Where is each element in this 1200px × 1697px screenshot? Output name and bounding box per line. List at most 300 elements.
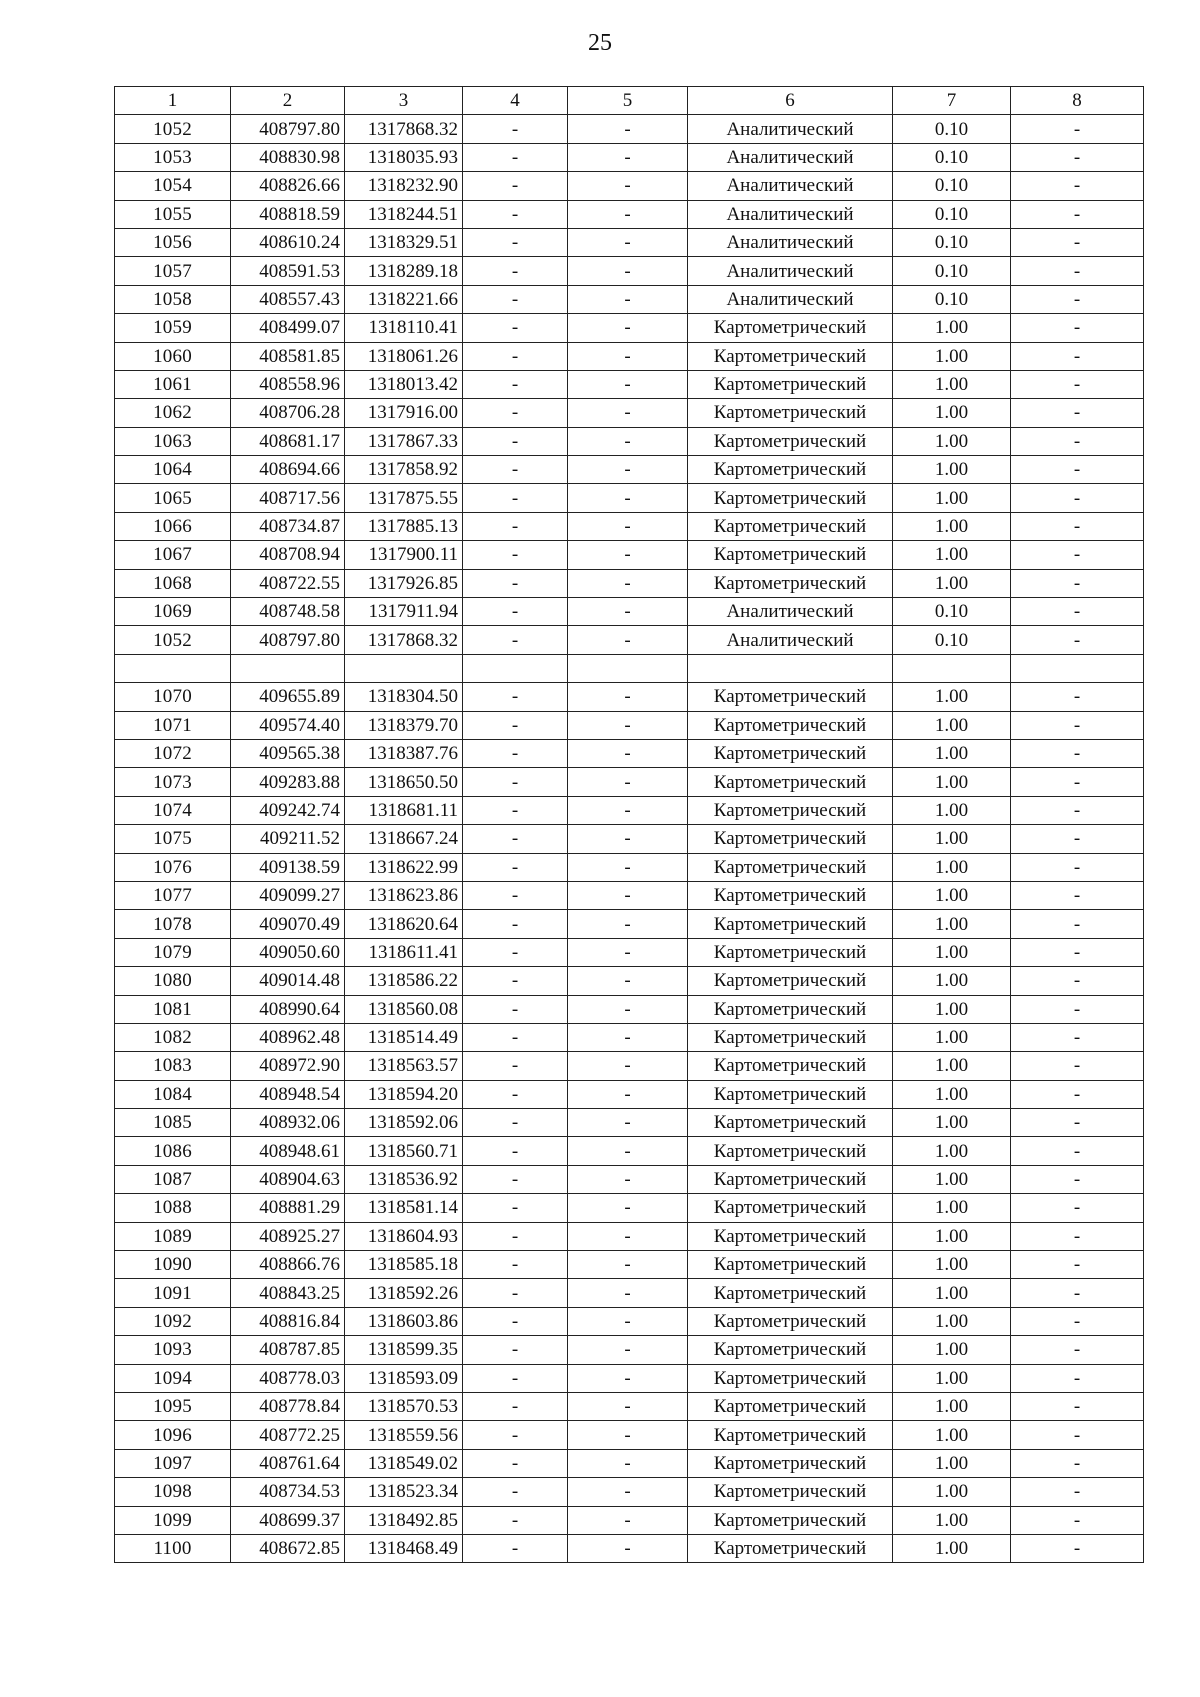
- table-cell: -: [1011, 484, 1144, 512]
- table-row: [115, 1478, 1144, 1506]
- table-cell: 1073: [115, 768, 231, 796]
- table-cell: 1.00: [893, 1194, 1011, 1222]
- table-cell: Картометрический: [688, 399, 893, 427]
- table-cell: 1.00: [893, 427, 1011, 455]
- table-cell: -: [1011, 1307, 1144, 1335]
- table-cell: [231, 654, 345, 682]
- table-cell: -: [463, 1279, 568, 1307]
- table-row: [115, 484, 1144, 512]
- table-row: [115, 1165, 1144, 1193]
- table-cell: 1317858.92: [345, 456, 463, 484]
- table-cell: 1.00: [893, 1222, 1011, 1250]
- table-row: [115, 1307, 1144, 1335]
- coordinates-table: [114, 86, 1144, 1563]
- table-cell: Аналитический: [688, 200, 893, 228]
- table-cell: 408881.29: [231, 1194, 345, 1222]
- table-cell: Картометрический: [688, 1449, 893, 1477]
- table-cell: 408932.06: [231, 1109, 345, 1137]
- table-cell: 1.00: [893, 1506, 1011, 1534]
- table-cell: Аналитический: [688, 143, 893, 171]
- table-cell: Картометрический: [688, 1052, 893, 1080]
- table-cell: 1318536.92: [345, 1165, 463, 1193]
- table-cell: 408778.03: [231, 1364, 345, 1392]
- table-cell: 1.00: [893, 853, 1011, 881]
- table-cell: 1.00: [893, 825, 1011, 853]
- table-row: [115, 1052, 1144, 1080]
- table-row: [115, 370, 1144, 398]
- table-cell: 408843.25: [231, 1279, 345, 1307]
- table-cell: -: [463, 938, 568, 966]
- table-cell: -: [568, 1137, 688, 1165]
- table-cell: 1318603.86: [345, 1307, 463, 1335]
- table-cell: -: [568, 342, 688, 370]
- table-cell: -: [463, 285, 568, 313]
- table-cell: -: [568, 143, 688, 171]
- table-cell: 408972.90: [231, 1052, 345, 1080]
- table-cell: 1318604.93: [345, 1222, 463, 1250]
- table-cell: 408816.84: [231, 1307, 345, 1335]
- table-cell: 1317875.55: [345, 484, 463, 512]
- table-cell: -: [1011, 370, 1144, 398]
- table-cell: 1096: [115, 1421, 231, 1449]
- table-cell: 1090: [115, 1251, 231, 1279]
- table-cell: -: [1011, 427, 1144, 455]
- table-cell: 1.00: [893, 881, 1011, 909]
- table-cell: 1318681.11: [345, 796, 463, 824]
- table-row: [115, 1506, 1144, 1534]
- table-cell: Аналитический: [688, 285, 893, 313]
- table-cell: 1.00: [893, 1364, 1011, 1392]
- table-cell: 1100: [115, 1534, 231, 1562]
- table-cell: 1318061.26: [345, 342, 463, 370]
- table-cell: -: [1011, 1222, 1144, 1250]
- table-cell: 1078: [115, 910, 231, 938]
- table-cell: -: [1011, 1251, 1144, 1279]
- table-cell: 1318549.02: [345, 1449, 463, 1477]
- table-row: [115, 995, 1144, 1023]
- table-row: [115, 1080, 1144, 1108]
- table-cell: -: [463, 711, 568, 739]
- table-cell: -: [1011, 399, 1144, 427]
- table-cell: 1318013.42: [345, 370, 463, 398]
- table-cell: 1317916.00: [345, 399, 463, 427]
- table-cell: 1.00: [893, 370, 1011, 398]
- column-header-7: 7: [893, 87, 1011, 115]
- table-cell: 1065: [115, 484, 231, 512]
- table-cell: -: [568, 1364, 688, 1392]
- table-row: [115, 1364, 1144, 1392]
- table-cell: -: [568, 541, 688, 569]
- table-cell: 1097: [115, 1449, 231, 1477]
- table-row: [115, 541, 1144, 569]
- table-cell: -: [568, 512, 688, 540]
- table-cell: -: [463, 768, 568, 796]
- table-cell: 1070: [115, 683, 231, 711]
- table-cell: -: [1011, 1165, 1144, 1193]
- column-header-3: 3: [345, 87, 463, 115]
- table-cell: 408748.58: [231, 598, 345, 626]
- table-row: [115, 285, 1144, 313]
- table-cell: -: [463, 1506, 568, 1534]
- table-cell: Картометрический: [688, 512, 893, 540]
- table-cell: 1.00: [893, 1307, 1011, 1335]
- table-cell: 1318560.08: [345, 995, 463, 1023]
- table-row: [115, 1336, 1144, 1364]
- table-cell: 1.00: [893, 711, 1011, 739]
- table-cell: Картометрический: [688, 825, 893, 853]
- table-row: [115, 1137, 1144, 1165]
- table-cell: 408708.94: [231, 541, 345, 569]
- table-cell: -: [1011, 796, 1144, 824]
- table-cell: -: [1011, 512, 1144, 540]
- table-cell: -: [568, 881, 688, 909]
- table-cell: -: [463, 541, 568, 569]
- table-cell: -: [463, 1364, 568, 1392]
- table-cell: 408722.55: [231, 569, 345, 597]
- table-cell: 408734.53: [231, 1478, 345, 1506]
- table-cell: -: [463, 512, 568, 540]
- table-cell: 1062: [115, 399, 231, 427]
- table-cell: -: [463, 1137, 568, 1165]
- table-cell: 0.10: [893, 115, 1011, 143]
- table-cell: 1318559.56: [345, 1421, 463, 1449]
- table-row: [115, 1279, 1144, 1307]
- table-cell: Аналитический: [688, 228, 893, 256]
- table-cell: -: [463, 370, 568, 398]
- table-row: [115, 200, 1144, 228]
- table-cell: -: [1011, 1449, 1144, 1477]
- table-cell: 1318379.70: [345, 711, 463, 739]
- table-cell: 1071: [115, 711, 231, 739]
- table-cell: Картометрический: [688, 1222, 893, 1250]
- table-cell: 1318514.49: [345, 1023, 463, 1051]
- table-cell: 408581.85: [231, 342, 345, 370]
- table-cell: -: [463, 427, 568, 455]
- table-cell: 1098: [115, 1478, 231, 1506]
- table-cell: Картометрический: [688, 342, 893, 370]
- table-cell: 1063: [115, 427, 231, 455]
- table-row: [115, 768, 1144, 796]
- table-row: [115, 1194, 1144, 1222]
- table-cell: -: [463, 598, 568, 626]
- table-cell: -: [1011, 598, 1144, 626]
- table-cell: 1318387.76: [345, 739, 463, 767]
- table-cell: Картометрический: [688, 1392, 893, 1420]
- table-cell: [345, 654, 463, 682]
- table-row: [115, 683, 1144, 711]
- table-cell: -: [463, 1251, 568, 1279]
- table-cell: -: [1011, 172, 1144, 200]
- table-cell: -: [463, 683, 568, 711]
- table-cell: 0.10: [893, 626, 1011, 654]
- table-cell: 1093: [115, 1336, 231, 1364]
- table-row: [115, 853, 1144, 881]
- table-cell: 1318035.93: [345, 143, 463, 171]
- table-cell: 1081: [115, 995, 231, 1023]
- table-cell: -: [568, 910, 688, 938]
- table-cell: 1.00: [893, 456, 1011, 484]
- table-cell: -: [463, 881, 568, 909]
- table-cell: 1318289.18: [345, 257, 463, 285]
- table-cell: -: [463, 342, 568, 370]
- table-cell: 1.00: [893, 796, 1011, 824]
- table-cell: 1.00: [893, 1279, 1011, 1307]
- table-cell: Картометрический: [688, 484, 893, 512]
- table-cell: -: [1011, 881, 1144, 909]
- table-cell: 0.10: [893, 257, 1011, 285]
- table-cell: 1.00: [893, 967, 1011, 995]
- table-cell: Аналитический: [688, 115, 893, 143]
- table-cell: 1072: [115, 739, 231, 767]
- table-cell: 1084: [115, 1080, 231, 1108]
- table-cell: 1088: [115, 1194, 231, 1222]
- table-cell: 1.00: [893, 683, 1011, 711]
- table-cell: -: [568, 1194, 688, 1222]
- table-cell: 1053: [115, 143, 231, 171]
- table-cell: -: [568, 626, 688, 654]
- table-cell: -: [568, 257, 688, 285]
- table-cell: Картометрический: [688, 1023, 893, 1051]
- table-cell: Аналитический: [688, 626, 893, 654]
- table-cell: -: [568, 1421, 688, 1449]
- table-cell: -: [568, 569, 688, 597]
- table-cell: -: [568, 1307, 688, 1335]
- table-cell: -: [463, 1534, 568, 1562]
- table-cell: -: [463, 1222, 568, 1250]
- table-cell: -: [463, 399, 568, 427]
- column-header-1: 1: [115, 87, 231, 115]
- table-cell: -: [568, 285, 688, 313]
- table-cell: -: [463, 1392, 568, 1420]
- table-cell: 1.00: [893, 512, 1011, 540]
- table-cell: 409099.27: [231, 881, 345, 909]
- table-cell: -: [1011, 1392, 1144, 1420]
- table-cell: -: [568, 995, 688, 1023]
- table-cell: 1052: [115, 626, 231, 654]
- table-cell: -: [568, 427, 688, 455]
- table-cell: 1086: [115, 1137, 231, 1165]
- table-cell: -: [463, 228, 568, 256]
- table-cell: -: [1011, 1194, 1144, 1222]
- table-cell: -: [1011, 228, 1144, 256]
- table-cell: -: [568, 683, 688, 711]
- table-cell: 1087: [115, 1165, 231, 1193]
- table-cell: 408558.96: [231, 370, 345, 398]
- table-cell: Картометрический: [688, 370, 893, 398]
- table-cell: 1.00: [893, 342, 1011, 370]
- table-cell: 1318244.51: [345, 200, 463, 228]
- table-cell: 1318599.35: [345, 1336, 463, 1364]
- table-cell: 0.10: [893, 598, 1011, 626]
- table-row: [115, 1109, 1144, 1137]
- table-cell: Картометрический: [688, 1534, 893, 1562]
- table-cell: -: [463, 1052, 568, 1080]
- table-cell: 408699.37: [231, 1506, 345, 1534]
- table-cell: [463, 654, 568, 682]
- table-cell: 408990.64: [231, 995, 345, 1023]
- table-cell: -: [568, 1052, 688, 1080]
- table-cell: 408778.84: [231, 1392, 345, 1420]
- table-cell: -: [463, 115, 568, 143]
- table-cell: 1083: [115, 1052, 231, 1080]
- table-cell: 1.00: [893, 484, 1011, 512]
- table-body: [115, 115, 1144, 1563]
- table-cell: Картометрический: [688, 881, 893, 909]
- table-cell: -: [568, 711, 688, 739]
- table-row: [115, 626, 1144, 654]
- table-cell: -: [1011, 1080, 1144, 1108]
- table-row: [115, 1222, 1144, 1250]
- table-row: [115, 796, 1144, 824]
- table-cell: Картометрический: [688, 711, 893, 739]
- table-cell: 409655.89: [231, 683, 345, 711]
- table-cell: Аналитический: [688, 172, 893, 200]
- table-cell: 1066: [115, 512, 231, 540]
- table-cell: 1077: [115, 881, 231, 909]
- table-cell: -: [568, 456, 688, 484]
- table-row: [115, 1251, 1144, 1279]
- table-cell: 1061: [115, 370, 231, 398]
- table-cell: [568, 654, 688, 682]
- table-cell: Картометрический: [688, 1165, 893, 1193]
- column-header-6: 6: [688, 87, 893, 115]
- table-cell: 1.00: [893, 1336, 1011, 1364]
- table-cell: -: [463, 314, 568, 342]
- table-cell: 1.00: [893, 1478, 1011, 1506]
- table-cell: Картометрический: [688, 1336, 893, 1364]
- table-cell: 409283.88: [231, 768, 345, 796]
- table-cell: 1.00: [893, 938, 1011, 966]
- table-row: [115, 938, 1144, 966]
- table-cell: -: [463, 257, 568, 285]
- table-cell: [115, 654, 231, 682]
- table-cell: 1.00: [893, 1023, 1011, 1051]
- table-cell: -: [1011, 995, 1144, 1023]
- table-row: [115, 143, 1144, 171]
- table-cell: 408797.80: [231, 626, 345, 654]
- table-cell: -: [1011, 853, 1144, 881]
- table-cell: -: [568, 1023, 688, 1051]
- table-cell: -: [568, 1165, 688, 1193]
- table-cell: 408948.54: [231, 1080, 345, 1108]
- table-cell: -: [1011, 1279, 1144, 1307]
- table-cell: -: [463, 967, 568, 995]
- table-cell: 1074: [115, 796, 231, 824]
- table-cell: 1.00: [893, 995, 1011, 1023]
- table-cell: 1317867.33: [345, 427, 463, 455]
- table-cell: 408681.17: [231, 427, 345, 455]
- table-cell: -: [463, 172, 568, 200]
- table-cell: Картометрический: [688, 1251, 893, 1279]
- table-row: [115, 172, 1144, 200]
- table-cell: -: [463, 1023, 568, 1051]
- table-cell: 1318570.53: [345, 1392, 463, 1420]
- table-row: [115, 910, 1144, 938]
- table-cell: 1.00: [893, 1080, 1011, 1108]
- table-cell: 1.00: [893, 541, 1011, 569]
- table-cell: -: [463, 825, 568, 853]
- table-cell: -: [568, 370, 688, 398]
- table-cell: 1318232.90: [345, 172, 463, 200]
- table-cell: -: [1011, 626, 1144, 654]
- table-cell: 1318468.49: [345, 1534, 463, 1562]
- table-cell: [893, 654, 1011, 682]
- table-cell: 0.10: [893, 200, 1011, 228]
- table-cell: 408761.64: [231, 1449, 345, 1477]
- table-cell: 1082: [115, 1023, 231, 1051]
- table-cell: -: [568, 1392, 688, 1420]
- table-cell: 1068: [115, 569, 231, 597]
- table-cell: 1318593.09: [345, 1364, 463, 1392]
- table-cell: 1318623.86: [345, 881, 463, 909]
- table-cell: -: [568, 739, 688, 767]
- table-cell: -: [463, 1165, 568, 1193]
- table-row: [115, 1421, 1144, 1449]
- table-cell: 1318592.26: [345, 1279, 463, 1307]
- table-cell: Картометрический: [688, 1506, 893, 1534]
- table-cell: 1.00: [893, 1251, 1011, 1279]
- header-row: [115, 87, 1144, 115]
- table-cell: -: [568, 172, 688, 200]
- table-cell: -: [1011, 314, 1144, 342]
- table-cell: Картометрический: [688, 314, 893, 342]
- table-cell: 1089: [115, 1222, 231, 1250]
- table-cell: -: [568, 1080, 688, 1108]
- table-cell: -: [1011, 938, 1144, 966]
- table-cell: 1318221.66: [345, 285, 463, 313]
- table-row: [115, 399, 1144, 427]
- table-cell: -: [1011, 711, 1144, 739]
- table-cell: -: [568, 825, 688, 853]
- table-cell: Картометрический: [688, 1478, 893, 1506]
- table-row: [115, 1449, 1144, 1477]
- table-cell: 408706.28: [231, 399, 345, 427]
- table-row: [115, 711, 1144, 739]
- table-row: [115, 569, 1144, 597]
- table-cell: -: [463, 853, 568, 881]
- table-cell: 1.00: [893, 1534, 1011, 1562]
- table-cell: 1095: [115, 1392, 231, 1420]
- table-cell: -: [568, 1279, 688, 1307]
- table-cell: -: [1011, 1534, 1144, 1562]
- table-cell: 1318560.71: [345, 1137, 463, 1165]
- table-cell: -: [463, 995, 568, 1023]
- page-number: 25: [588, 30, 612, 56]
- table-cell: Картометрический: [688, 456, 893, 484]
- table-cell: Картометрический: [688, 1194, 893, 1222]
- table-cell: 408610.24: [231, 228, 345, 256]
- table-cell: 1.00: [893, 768, 1011, 796]
- table-cell: -: [1011, 1421, 1144, 1449]
- table-cell: 1318594.20: [345, 1080, 463, 1108]
- table-cell: 408787.85: [231, 1336, 345, 1364]
- table-cell: -: [568, 399, 688, 427]
- table-cell: 1094: [115, 1364, 231, 1392]
- table-cell: -: [463, 796, 568, 824]
- table-cell: 408962.48: [231, 1023, 345, 1051]
- table-cell: 1318581.14: [345, 1194, 463, 1222]
- table-cell: 409014.48: [231, 967, 345, 995]
- table-cell: 1060: [115, 342, 231, 370]
- table-cell: -: [568, 200, 688, 228]
- table-cell: -: [1011, 1364, 1144, 1392]
- table-cell: Картометрический: [688, 427, 893, 455]
- table-cell: 409050.60: [231, 938, 345, 966]
- table-row: [115, 739, 1144, 767]
- table-cell: -: [1011, 569, 1144, 597]
- table-cell: [1011, 654, 1144, 682]
- table-cell: 1059: [115, 314, 231, 342]
